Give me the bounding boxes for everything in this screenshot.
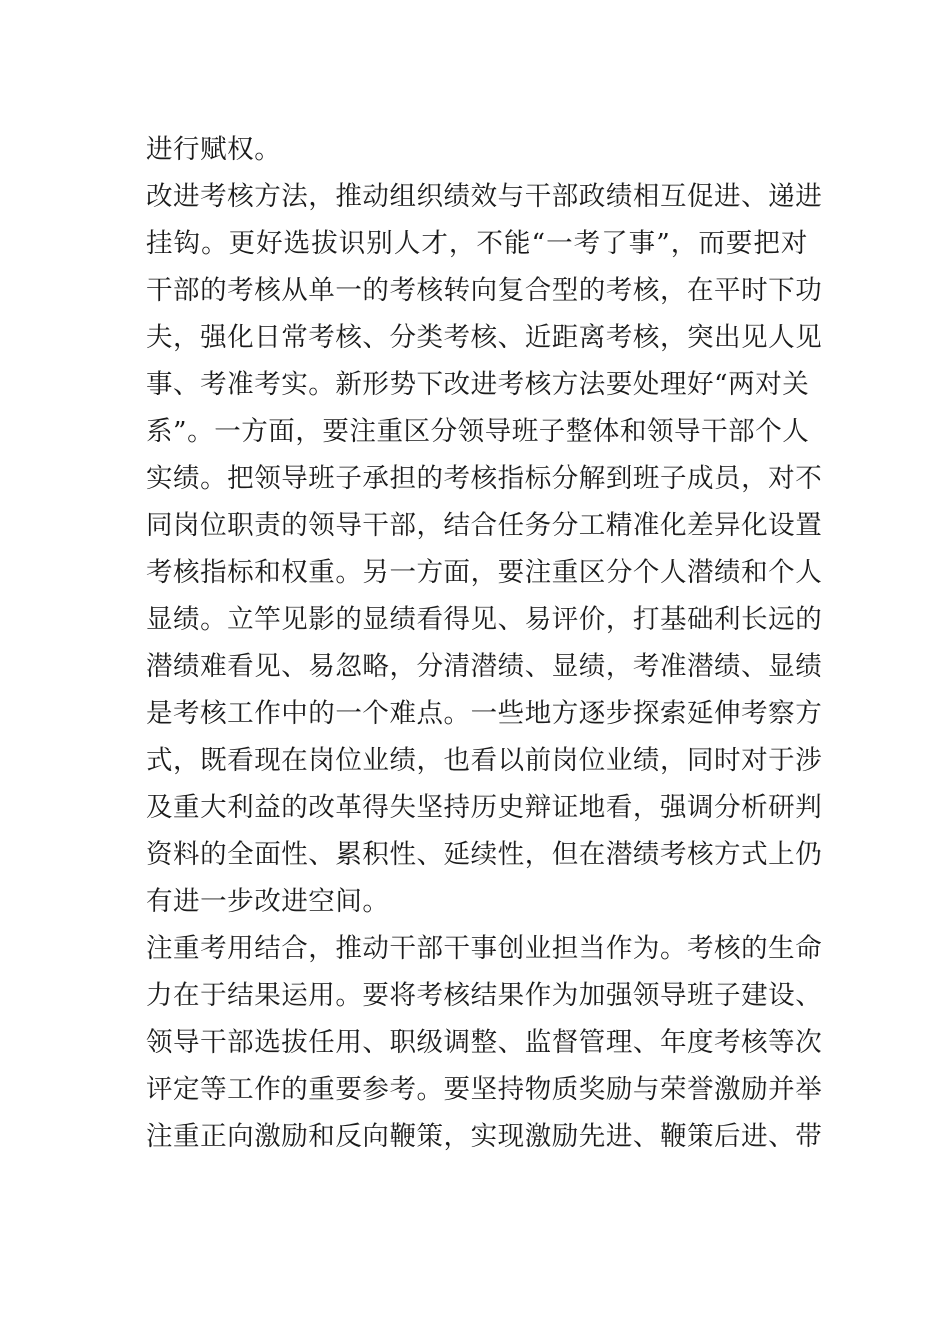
text-line: 干部的考核从单一的考核转向复合型的考核，在平时下功 [146,275,823,306]
body-text [146,126,823,1160]
text-line: 式，既看现在岗位业绩，也看以前岗位业绩，同时对于涉 [146,745,823,776]
text-line: 评定等工作的重要参考。要坚持物质奖励与荣誉激励并举 [146,1074,823,1105]
paragraph-3 [146,925,823,1160]
text-line: 同岗位职责的领导干部，结合任务分工精准化差异化设置 [146,510,823,541]
text-line: 改进考核方法，推动组织绩效与干部政绩相互促进、递进 [146,181,823,212]
text-line: 是考核工作中的一个难点。一些地方逐步探索延伸考察方 [146,698,823,729]
text-line: 资料的全面性、累积性、延续性，但在潜绩考核方式上仍 [146,839,823,870]
text-line: 注重正向激励和反向鞭策，实现激励先进、鞭策后进、带 [146,1121,823,1152]
text-line: 及重大利益的改革得失坚持历史辩证地看，强调分析研判 [146,792,823,823]
text-line: 事、考准考实。新形势下改进考核方法要处理好“两对关 [146,369,810,400]
text-line: 潜绩难看见、易忽略，分清潜绩、显绩，考准潜绩、显绩 [146,651,823,682]
text-line: 实绩。把领导班子承担的考核指标分解到班子成员，对不 [146,463,823,494]
text-line: 有进一步改进空间。 [146,886,390,917]
text-line: 挂钩。更好选拔识别人才，不能“一考了事”，而要把对 [146,228,808,259]
text-line: 系”。一方面，要注重区分领导班子整体和领导干部个人 [146,416,810,447]
text-line: 注重考用结合，推动干部干事创业担当作为。考核的生命 [146,933,823,964]
paragraph-1 [146,126,808,173]
text-line: 考核指标和权重。另一方面，要注重区分个人潜绩和个人 [146,557,823,588]
text-line: 领导干部选拔任用、职级调整、监督管理、年度考核等次 [146,1027,823,1058]
paragraph-2 [146,173,823,925]
text-line: 显绩。立竿见影的显绩看得见、易评价，打基础利长远的 [146,604,823,635]
text-line: 进行赋权。 [146,134,282,165]
text-line: 夫，强化日常考核、分类考核、近距离考核，突出见人见 [146,322,823,353]
text-line: 力在于结果运用。要将考核结果作为加强领导班子建设、 [146,980,823,1011]
